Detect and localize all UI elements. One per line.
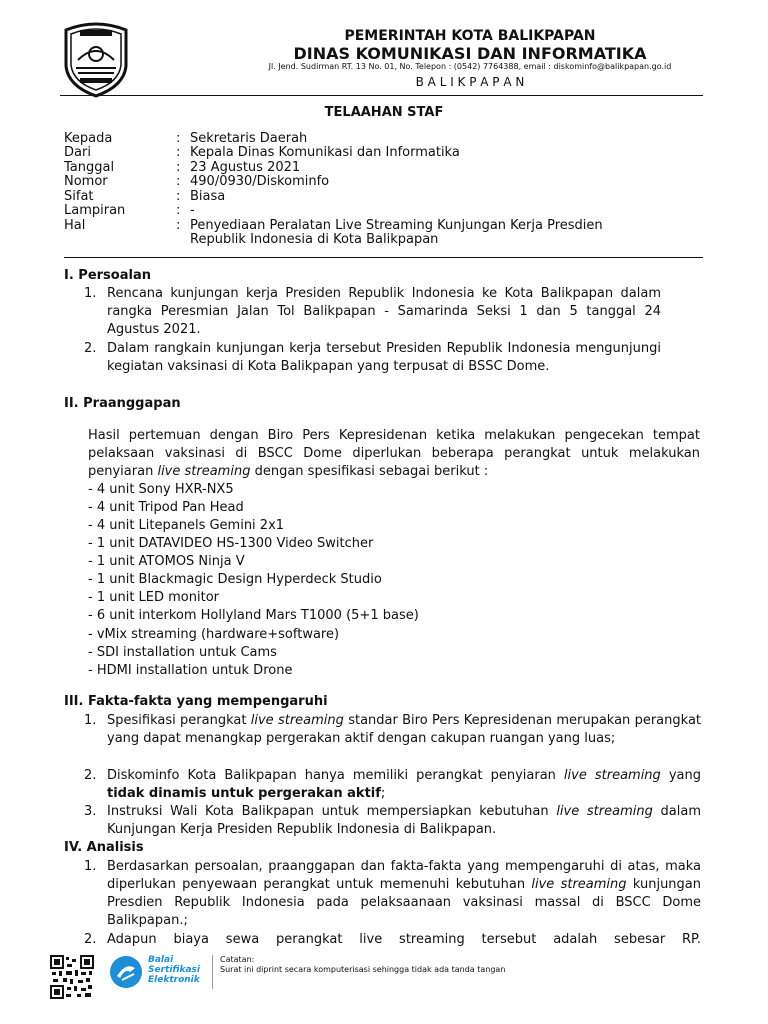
- s2-intro: Hasil pertemuan dengan Biro Pers Kepresidenan ketika melakukan pengecekan tempat pelaksaan vaksinasi di BSCC Dome diperlukan beberapa perangkat untuk melakukan penyiaran live streaming dengan spesifikasi sebagai berikut :: [88, 428, 700, 479]
- bsre-text-2: Sertifikasi: [148, 965, 200, 975]
- bsre-logo: [108, 954, 208, 990]
- meta-tanggal: Tanggal : 23 Agustus 2021: [64, 160, 301, 175]
- s3-num-3: 3.: [84, 804, 97, 819]
- list-item: - 1 unit DATAVIDEO HS-1300 Video Switcher: [88, 536, 374, 551]
- s4-num-1: 1.: [84, 859, 97, 874]
- list-item: - 1 unit LED monitor: [88, 590, 220, 605]
- meta-kepada: Kepada : Sekretaris Daerah: [64, 131, 308, 146]
- list-item: - 1 unit ATOMOS Ninja V: [88, 554, 245, 569]
- s1-item-2: Dalam rangkain kunjungan kerja tersebut Presiden Republik Indonesia mengunjungi kegiatan vaksinasi di Kota Balikpapan yang terpusat di BSSC Dome.: [107, 341, 661, 374]
- header-city: B A L I K P A P A N: [415, 75, 525, 89]
- meta-hal: Hal : Penyediaan Peralatan Live Streaming Kunjungan Kerja Presdien: [64, 218, 603, 233]
- s1-num-2: 2.: [84, 341, 97, 356]
- section-4-title: IV. Analisis: [64, 840, 144, 855]
- list-item: - vMix streaming (hardware+software): [88, 627, 340, 642]
- header-government: PEMERINTAH KOTA BALIKPAPAN: [344, 28, 596, 44]
- meta-sifat: Sifat : Biasa: [64, 189, 226, 204]
- meta-nomor: Nomor : 490/0930/Diskominfo: [64, 174, 330, 189]
- bsre-text-3: Elektronik: [148, 975, 200, 985]
- s4-item-2: Adapun biaya sewa perangkat live streaming tersebut adalah sebesar RP.: [107, 932, 701, 947]
- list-item: - SDI installation untuk Cams: [88, 645, 277, 660]
- list-item: - 4 unit Tripod Pan Head: [88, 500, 244, 515]
- bsre-text-1: Balai: [148, 955, 174, 965]
- list-item: - 1 unit Blackmagic Design Hyperdeck Studio: [88, 572, 382, 587]
- qr-code: [50, 955, 94, 999]
- s3-num-1: 1.: [84, 713, 97, 728]
- s3-item-2: Diskominfo Kota Balikpapan hanya memiliki perangkat penyiaran live streaming yang tidak dinamis untuk pergerakan aktif;: [107, 768, 701, 801]
- meta-dari: Dari : Kepala Dinas Komunikasi dan Informatika: [64, 145, 460, 160]
- s3-item-3: Instruksi Wali Kota Balikpapan untuk mempersiapkan kebutuhan live streaming dalam Kunjungan Kerja Presiden Republik Indonesia di Balikpapan.: [107, 804, 701, 837]
- list-item: - 4 unit Litepanels Gemini 2x1: [88, 518, 285, 533]
- section-3-title: III. Fakta-fakta yang mempengaruhi: [64, 694, 328, 709]
- section-2-title: II. Praanggapan: [64, 396, 181, 411]
- header-agency: DINAS KOMUNIKASI DAN INFORMATIKA: [293, 44, 647, 63]
- list-item: - HDMI installation untuk Drone: [88, 663, 293, 678]
- footer-note-label: Catatan:: [220, 955, 255, 964]
- section-1-title: I. Persoalan: [64, 268, 151, 283]
- meta-rule: [64, 257, 703, 258]
- bsre-logo-icon: [108, 954, 144, 990]
- city-emblem: [60, 20, 132, 98]
- s1-num-1: 1.: [84, 286, 97, 301]
- header-address: Jl. Jend. Sudirman RT. 13 No. 01, No. Telepon : (0542) 7764388, email : diskominfo@balikpapan.go.id: [268, 62, 672, 71]
- footer-divider: [212, 955, 213, 989]
- s3-item-1: Spesifikasi perangkat live streaming standar Biro Pers Kepresidenan merupakan perangkat yang dapat menangkap pergerakan aktif dengan cakupan ruangan yang luas;: [107, 713, 702, 746]
- s4-item-1: Berdasarkan persoalan, praanggapan dan fakta-fakta yang mempengaruhi di atas, maka diperlukan penyewaan perangkat untuk memenuhi kebutuhan live streaming kunjungan Presdien Republik Indonesia pada pelaksaanaan vaksinasi massal di BSCC Dome Balikpapan.;: [107, 859, 702, 928]
- s3-num-2: 2.: [84, 768, 97, 783]
- list-item: - 6 unit interkom Hollyland Mars T1000 (5+1 base): [88, 608, 419, 623]
- footer-note: Surat ini diprint secara komputerisasi sehingga tidak ada tanda tangan: [220, 965, 506, 974]
- header-rule: [60, 95, 703, 96]
- list-item: - 4 unit Sony HXR-NX5: [88, 482, 234, 497]
- s1-item-1: Rencana kunjungan kerja Presiden Republik Indonesia ke Kota Balikpapan dalam rangka Peresmian Jalan Tol Balikpapan - Samarinda Seksi 1 dan 5 tanggal 24 Agustus 2021.: [107, 286, 661, 337]
- s4-num-2: 2.: [84, 932, 97, 947]
- meta-hal-cont: Republik Indonesia di Kota Balikpapan: [190, 232, 439, 247]
- meta-lampiran: Lampiran : -: [64, 203, 195, 218]
- document-title: TELAAHAN STAF: [324, 105, 444, 120]
